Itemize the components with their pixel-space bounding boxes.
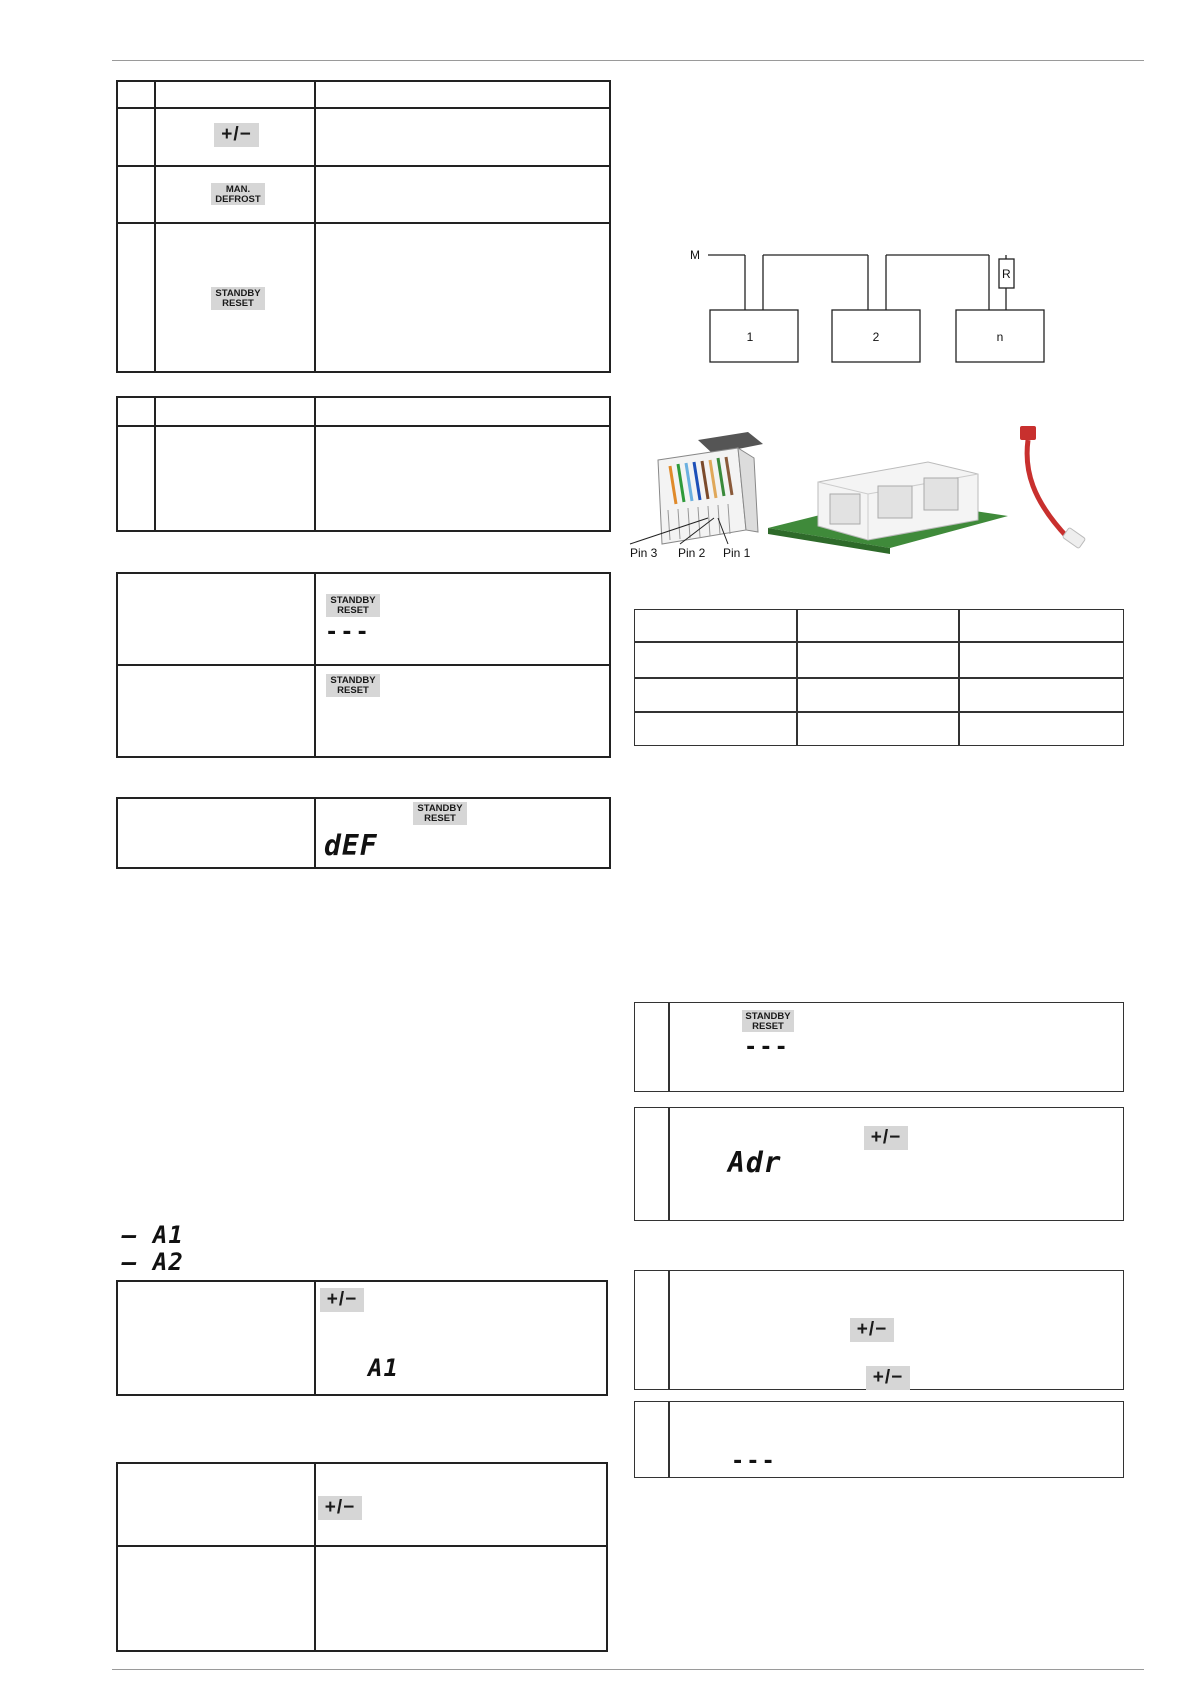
node-label: 2 (872, 330, 880, 344)
standby-reset-line1: STANDBY (330, 675, 376, 686)
display-dashes: --- (744, 1035, 790, 1060)
header-rule (112, 60, 1144, 61)
man-defrost-line1: MAN. (225, 184, 251, 195)
footer-rule (112, 1669, 1144, 1670)
pin-1-label: Pin 1 (723, 546, 751, 560)
man-defrost-line2: DEFROST (215, 194, 261, 205)
bus-wiring-diagram (690, 245, 1080, 365)
master-label: M (690, 248, 700, 262)
standby-reset-line1: STANDBY (330, 595, 376, 606)
standby-reset-line2: RESET (337, 605, 369, 616)
standby-reset-line1: STANDBY (745, 1011, 791, 1022)
standby-reset-key (326, 674, 380, 697)
display-a1: A1 (368, 1354, 399, 1382)
red-cable-illustration (1020, 426, 1086, 549)
node-box-1 (710, 310, 798, 362)
pcb-jack-illustration (768, 462, 1008, 554)
plus-minus-key: +/− (866, 1366, 910, 1390)
resistor-label: R (1002, 267, 1011, 281)
rj-plug-illustration (630, 432, 763, 544)
pin-2-label: Pin 2 (678, 546, 706, 560)
standby-reset-key (742, 1010, 794, 1032)
list-a1: – A1 (122, 1221, 184, 1249)
plus-minus-key: +/− (318, 1496, 362, 1520)
node-label: n (996, 330, 1004, 344)
list-a2: – A2 (122, 1248, 184, 1276)
standby-reset-line2: RESET (424, 813, 456, 824)
standby-reset-line2: RESET (752, 1021, 784, 1032)
standby-reset-key (211, 287, 265, 310)
plus-minus-key: +/− (850, 1318, 894, 1342)
display-dashes: --- (325, 620, 371, 645)
standby-reset-key (326, 594, 380, 617)
plus-minus-key: +/− (214, 123, 259, 147)
display-def: dEF (324, 829, 378, 862)
node-label: 1 (746, 330, 754, 344)
man-defrost-key (211, 183, 265, 205)
standby-reset-line2: RESET (222, 298, 254, 309)
standby-reset-key (413, 802, 467, 825)
standby-reset-line1: STANDBY (215, 288, 261, 299)
display-dashes: --- (731, 1449, 777, 1474)
plus-minus-key: +/− (864, 1126, 908, 1150)
plus-minus-key: +/− (320, 1288, 364, 1312)
standby-reset-line2: RESET (337, 685, 369, 696)
standby-reset-line1: STANDBY (417, 803, 463, 814)
display-adr: Adr (728, 1146, 782, 1179)
pin-3-label: Pin 3 (630, 546, 658, 560)
